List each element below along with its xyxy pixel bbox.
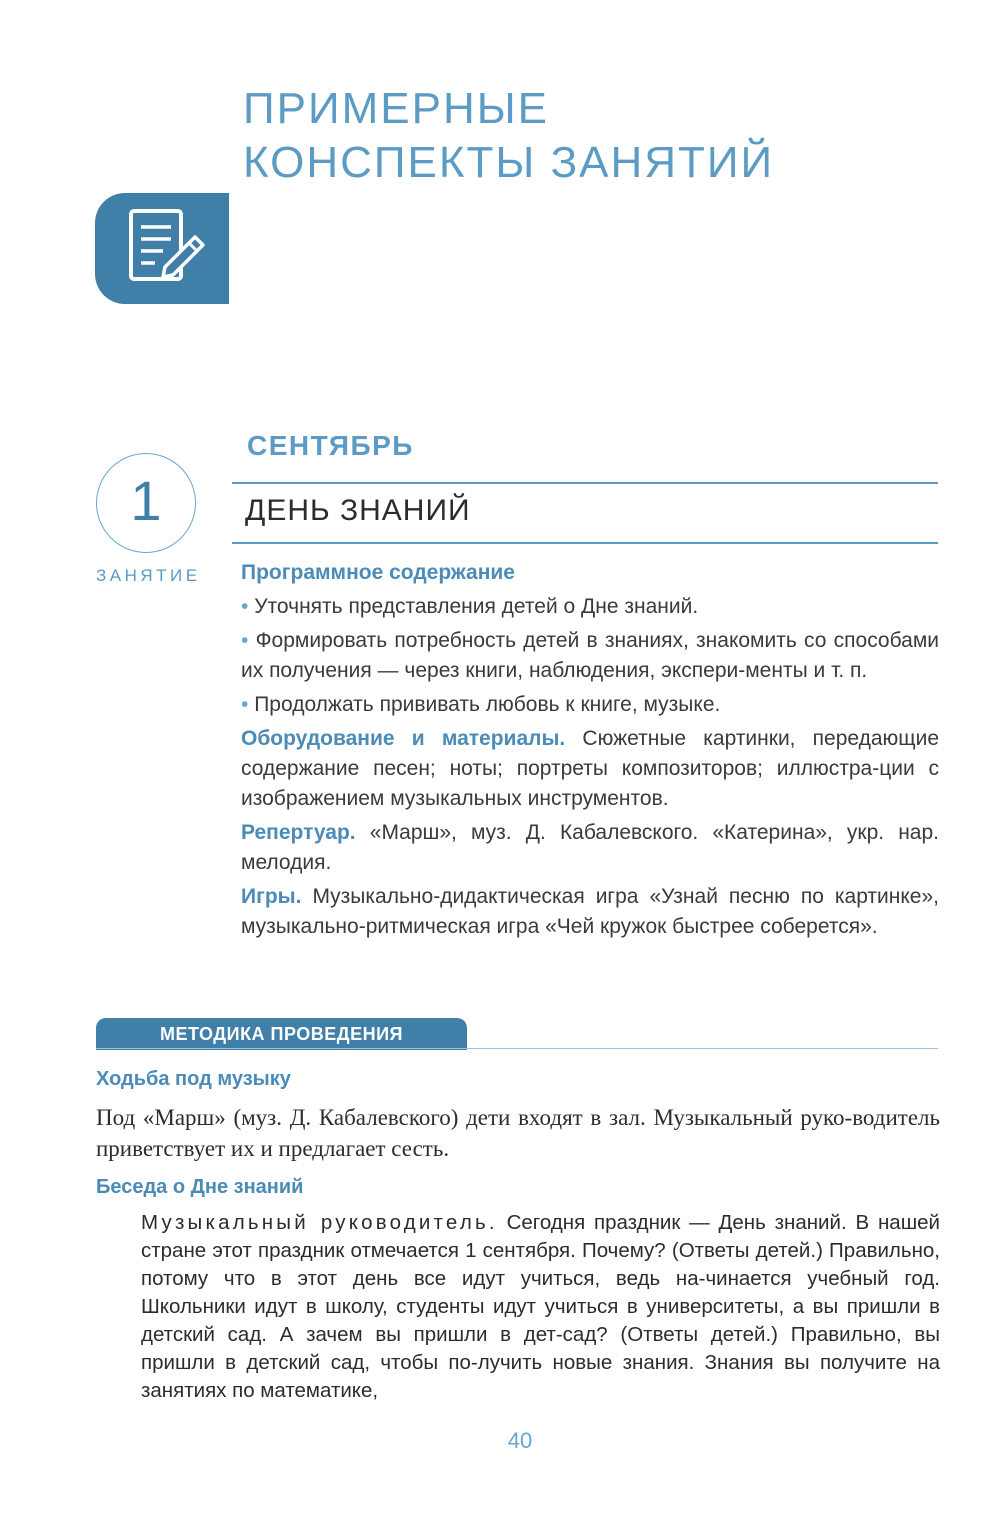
program-bullet [241, 690, 939, 720]
program-bullet-text: Уточнять представления детей о Дне знаний. [254, 595, 699, 618]
title-divider [232, 542, 938, 544]
bullet-dot-icon: • [241, 693, 249, 716]
equipment-paragraph [241, 724, 939, 814]
document-pencil-icon [123, 205, 209, 291]
games-text: Музыкально-дидактическая игра «Узнай песню по картинке», музыкально-ритмическая игра «Чей кружок быстрее соберется». [241, 885, 939, 938]
program-bullet [241, 626, 939, 686]
lesson-number: 1 [130, 469, 162, 532]
lesson-content [241, 558, 939, 946]
month-divider [232, 482, 938, 484]
talk-dialog [141, 1209, 940, 1405]
methodology-heading: МЕТОДИКА ПРОВЕДЕНИЯ [96, 1018, 467, 1050]
chapter-icon-box [95, 193, 229, 304]
walking-heading: Ходьба под музыку [96, 1068, 291, 1090]
walking-text: Под «Марш» (муз. Д. Кабалевского) дети входят в зал. Музыкальный руко-водитель приветствует их и предлагает сесть. [96, 1105, 940, 1161]
equipment-label: Оборудование и материалы. [241, 727, 566, 750]
talk-text: Сегодня праздник — День знаний. В нашей стране этот праздник отмечается 1 сентября. Почему? (Ответы детей.) Правильно, потому что в этот день все идут учиться, ведь на-чинается учебный год. Школьники идут в школу, студенты идут учиться в университеты, а вы пришли в детский сад. А зачем вы пришли в дет-сад? (Ответы детей.) Правильно, вы пришли в детский сад, чтобы по-лучить новые знания. Знания вы получите на занятиях по математике, [141, 1211, 941, 1402]
games-label: Игры. [241, 885, 302, 908]
lesson-title: ДЕНЬ ЗНАНИЙ [245, 494, 471, 527]
equipment-text: Сюжетные картинки, передающие содержание песен; ноты; портреты композиторов; иллюстра-ции с изображением музыкальных инструментов. [241, 727, 939, 810]
program-bullet [241, 592, 939, 622]
talk-heading: Беседа о Дне знаний [96, 1176, 304, 1198]
repertoire-paragraph [241, 818, 939, 878]
bullet-dot-icon: • [241, 595, 249, 618]
page-number: 40 [507, 1428, 533, 1453]
program-bullet-text: Продолжать прививать любовь к книге, музыке. [254, 693, 721, 716]
program-heading: Программное содержание [241, 561, 515, 584]
program-bullet-text: Формировать потребность детей в знаниях, знакомить со способами их получения — через книги, наблюдения, экспери-менты и т. п. [241, 629, 939, 682]
lesson-number-circle [96, 453, 196, 553]
bullet-dot-icon: • [241, 629, 249, 652]
lesson-label: ЗАНЯТИЕ [96, 566, 201, 585]
games-paragraph [241, 882, 939, 942]
month-heading: СЕНТЯБРЬ [247, 430, 414, 461]
speaker-name: Музыкальный руководитель. [141, 1211, 498, 1234]
repertoire-label: Репертуар. [241, 821, 356, 844]
chapter-title: ПРИМЕРНЫЕ КОНСПЕКТЫ ЗАНЯТИЙ [243, 84, 775, 187]
repertoire-text: «Марш», муз. Д. Кабалевского. «Катерина», укр. нар. мелодия. [241, 821, 939, 874]
methodology-divider [96, 1048, 938, 1049]
